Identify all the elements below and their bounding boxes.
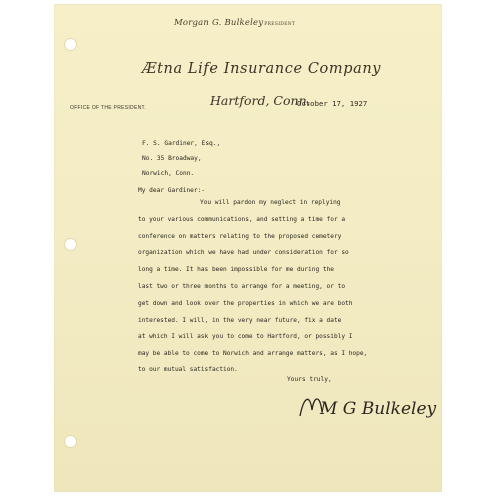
punch-hole bbox=[64, 435, 77, 448]
body-line: You will pardon my neglect in replying bbox=[200, 199, 341, 206]
letterhead-office: OFFICE OF THE PRESIDENT. bbox=[70, 105, 147, 111]
signature bbox=[296, 386, 437, 426]
body-line: long a time. It has been impossible for me during the bbox=[138, 266, 334, 273]
salutation: My dear Gardiner:- bbox=[138, 187, 206, 194]
body-line: conference on matters relating to the proposed cemetery bbox=[138, 233, 342, 240]
president-title: PRESIDENT bbox=[264, 22, 296, 27]
body-line: organization which we have had under consideration for so bbox=[138, 249, 349, 256]
punch-hole bbox=[64, 38, 77, 51]
body-line: at which I will ask you to come to Hartford, or possibly I bbox=[138, 333, 353, 340]
letter-date: October 17, 1927 bbox=[297, 99, 368, 108]
recipient-line: No. 35 Broadway, bbox=[142, 155, 202, 162]
recipient-line: F. S. Gardiner, Esq., bbox=[142, 140, 221, 147]
body-line: get down and look over the properties in which we are both bbox=[138, 300, 353, 307]
recipient-line: Norwich, Conn. bbox=[142, 170, 195, 177]
punch-hole bbox=[64, 238, 77, 251]
letterhead-city: Hartford, Conn. bbox=[210, 93, 311, 108]
president-name: Morgan G. Bulkeley bbox=[174, 18, 264, 28]
signature-flourish bbox=[300, 399, 322, 416]
body-line: last two or three months to arrange for a meeting, or to bbox=[138, 283, 346, 290]
body-line: interested. I will, in the very near future, fix a date bbox=[138, 317, 342, 324]
body-line: to our mutual satisfaction. bbox=[138, 366, 238, 373]
body-line: to your various communications, and setting a time for a bbox=[138, 216, 346, 223]
signature-text: M G Bulkeley bbox=[320, 399, 437, 419]
letterhead-company: Ætna Life Insurance Company bbox=[142, 61, 382, 77]
body-line: may be able to come to Norwich and arrange matters, as I hope, bbox=[138, 350, 368, 357]
letter-sheet bbox=[54, 4, 442, 492]
letterhead-president bbox=[174, 18, 295, 28]
closing: Yours truly, bbox=[287, 376, 332, 383]
